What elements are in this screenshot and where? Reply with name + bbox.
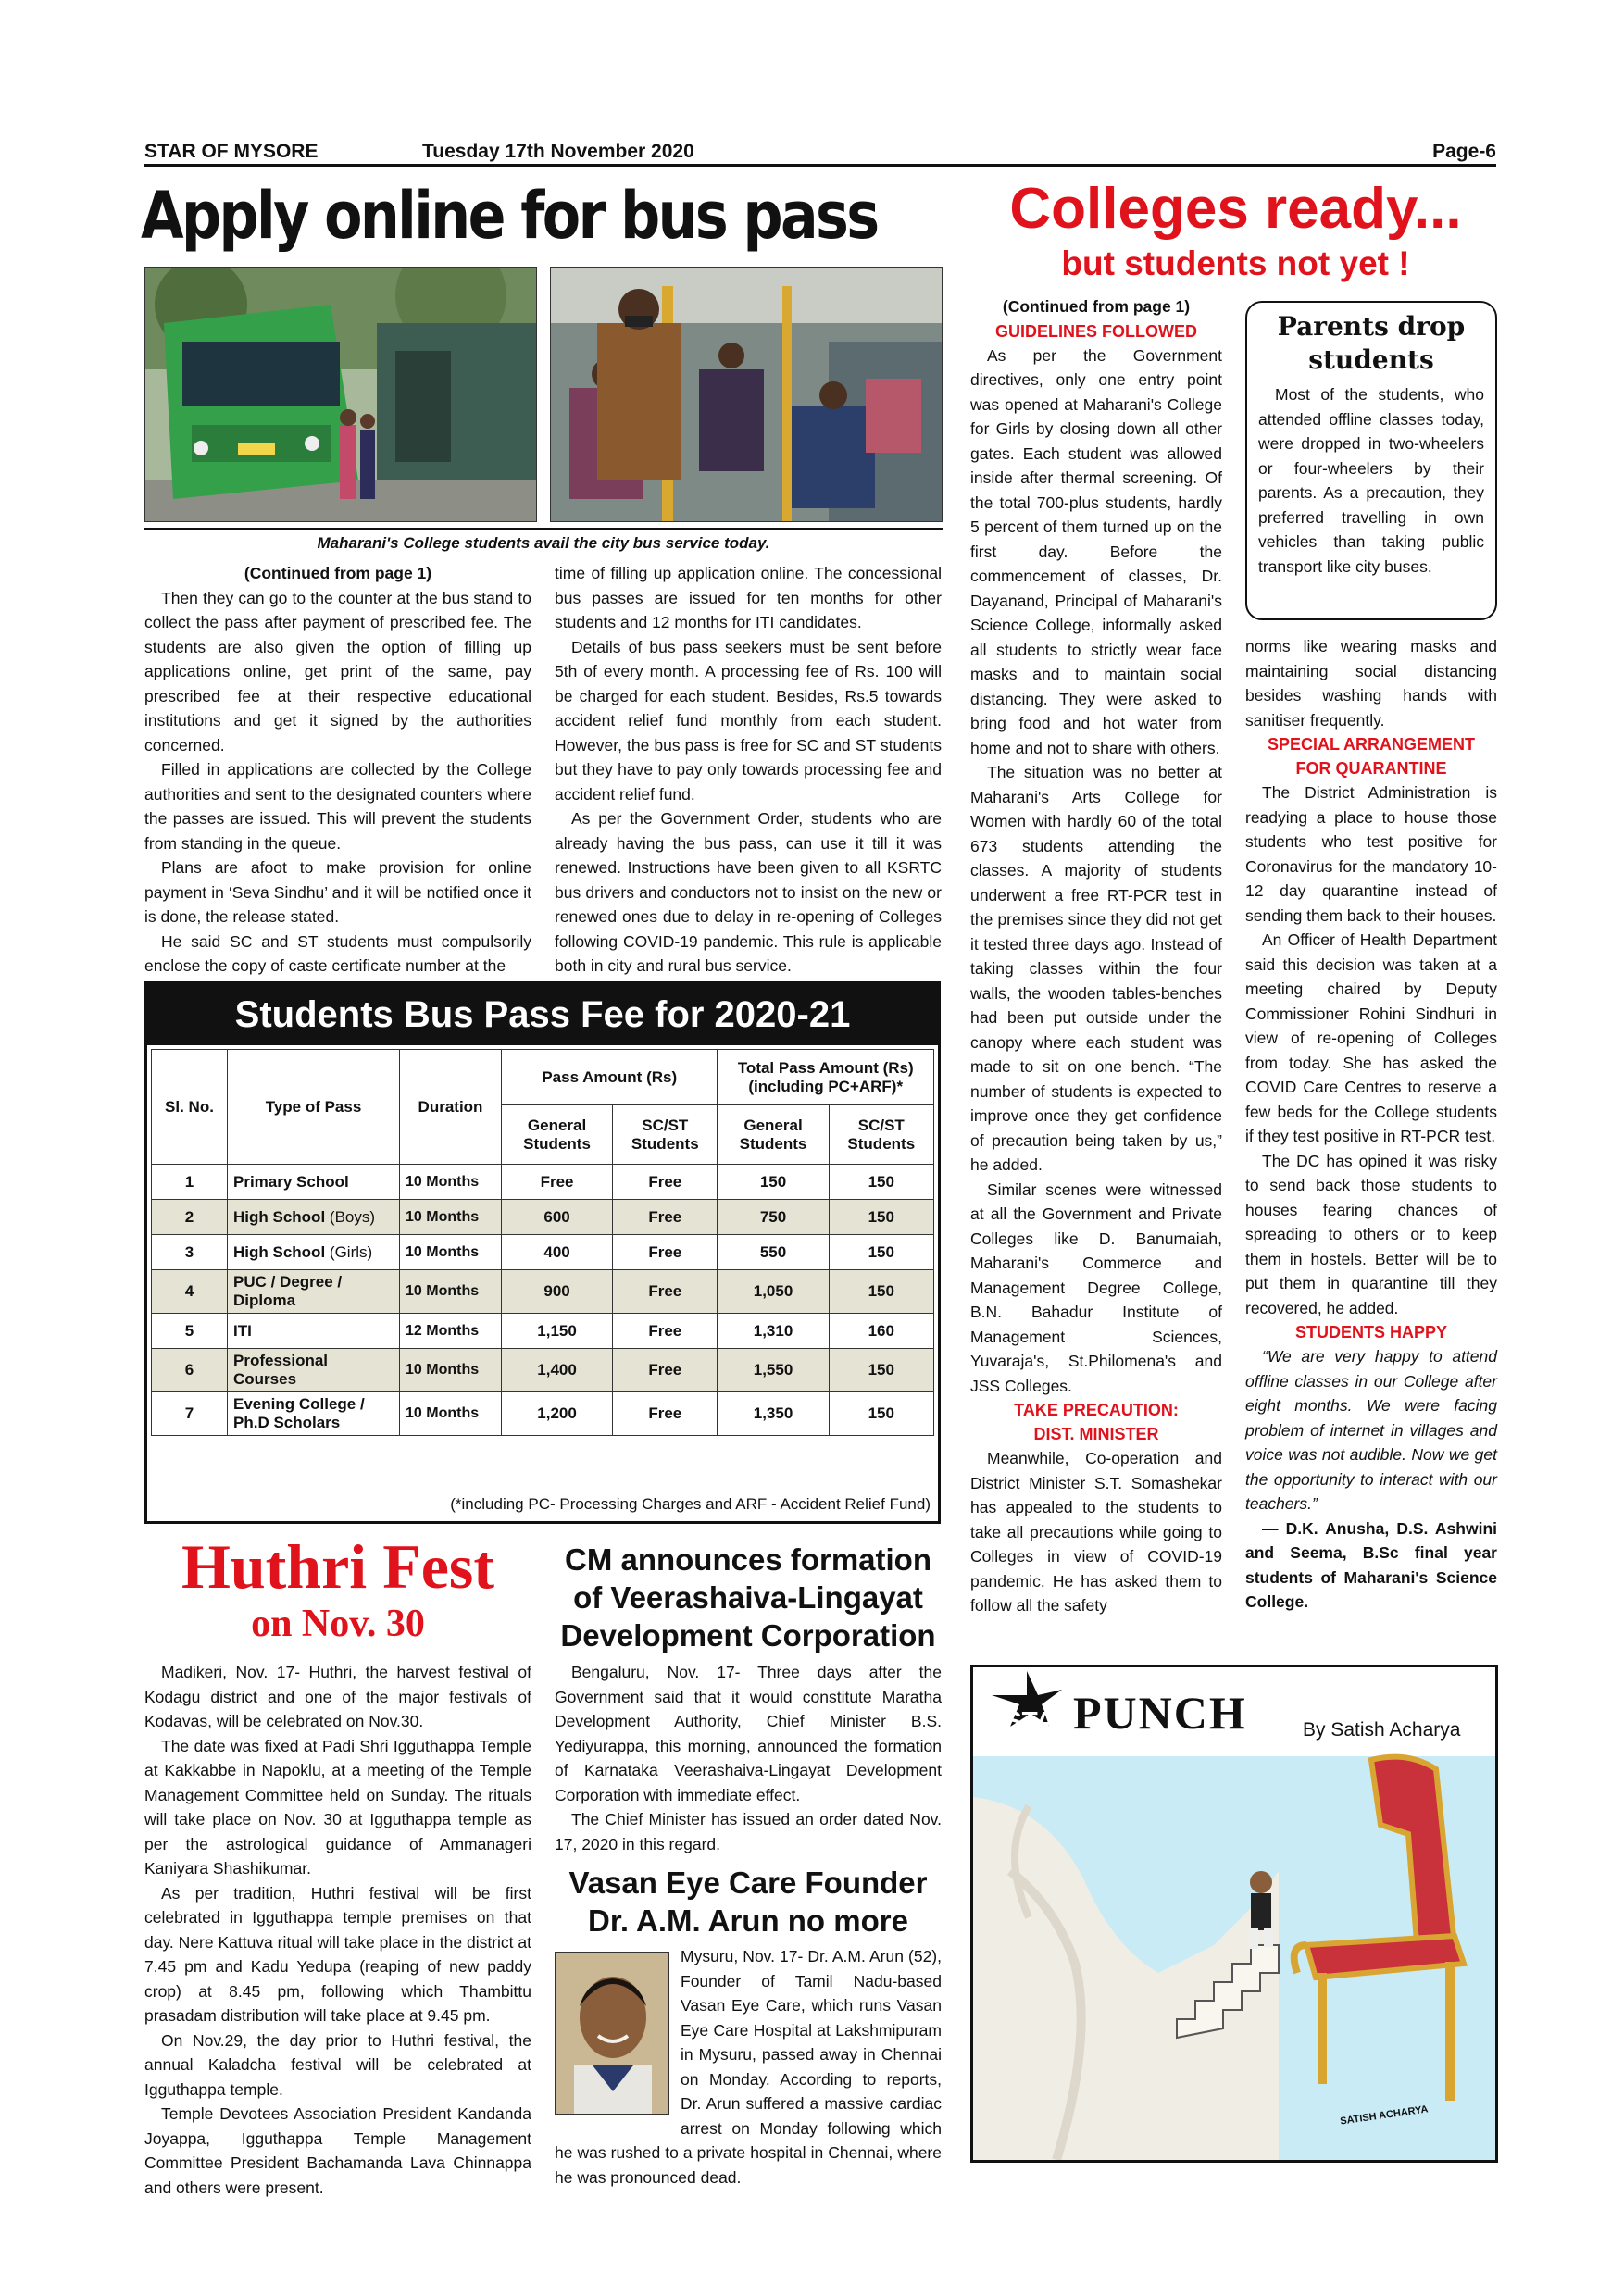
cell-type — [228, 1200, 400, 1235]
paragraph: Madikeri, Nov. 17- Huthri, the harvest festival of Kodagu district and one of the major festivals of Kodavas, will be celebrated on Nov.30. — [144, 1663, 531, 1730]
col-header-general: General Students — [502, 1105, 613, 1165]
table-row — [152, 1270, 934, 1314]
col-header-scst: SC/ST Students — [613, 1105, 718, 1165]
paragraph: He said SC and ST students must compulsorily enclose the copy of caste certificate number at the — [144, 931, 531, 975]
paragraph: On Nov.29, the day prior to Huthri festival, the annual Kaladcha festival will be celebrated at Igguthappa temple. — [144, 2030, 531, 2099]
paragraph: time of filling up application online. The concessional bus passes are issued for ten months for other students and 12 months for ITI candidates. — [555, 564, 942, 631]
cell-total-general: 150 — [718, 1165, 829, 1200]
cell-total-general: 550 — [718, 1235, 829, 1270]
col-header-sl: Sl. No. — [152, 1050, 228, 1165]
cm-headline: CM announces formation of Veerashaiva-Lingayat Development Corporation — [560, 1542, 936, 1653]
parents-box-text — [1258, 382, 1484, 579]
col-header-pass-amount: Pass Amount (Rs) — [502, 1050, 718, 1105]
paragraph: Meanwhile, Co-operation and District Minister S.T. Somashekar has appealed to the students to take all precautions while going to Colleges in view of COVID-19 pandemic. He has asked them to follow all the safety — [970, 1449, 1222, 1615]
paragraph: An Officer of Health Department said this decision was taken at a meeting chaired by Deputy Commissioner Rohini Sindhuri in view of re-opening of Colleges from today. She has asked the COVID Care Centres to reserve a few beds for the College students if they test positive in RT-PCR test. — [1245, 930, 1497, 1145]
cell-general: 600 — [502, 1200, 613, 1235]
paragraph: The situation was no better at Maharani's Arts College for Women with hardly 60 of the total 673 students attending the classes. A majority of students underwent a free RT-PCR test in the premises since they did not get it tested three days ago. Instead of taking classes within the four walls, the wooden tables-benches had been put outside under the canopy where each student was made to sit on one bench. “The number of students is expected to improve once they get confidence of precaution being taken by us,” he added. — [970, 763, 1222, 1174]
subhead-guidelines: GUIDELINES FOLLOWED — [995, 321, 1197, 341]
table-row — [152, 1392, 934, 1436]
cell-sl: 4 — [152, 1270, 228, 1314]
fee-table — [151, 1049, 934, 1436]
cell-sl: 5 — [152, 1314, 228, 1349]
cell-scst: Free — [613, 1270, 718, 1314]
cell-scst: Free — [613, 1235, 718, 1270]
bus-pass-column-1 — [144, 561, 531, 979]
cartoonist-signature: SATISH ACHARYA — [1339, 2103, 1430, 2128]
cell-total-scst: 150 — [829, 1349, 933, 1392]
quote-attribution: — D.K. Anusha, D.S. Ashwini and Seema, B.Sc final year students of Maharani's Science College. — [1245, 1518, 1497, 1611]
cell-general: 1,150 — [502, 1314, 613, 1349]
paragraph: The Chief Minister has issued an order dated Nov. 17, 2020 in this regard. — [555, 1810, 942, 1853]
col-header-type: Type of Pass — [228, 1050, 400, 1165]
cell-duration: 10 Months — [400, 1165, 502, 1200]
cell-type: Evening College / Ph.D Scholars — [228, 1392, 400, 1436]
huthri-headline: Huthri Fest — [181, 1531, 495, 1602]
table-row — [152, 1200, 934, 1235]
masthead — [144, 139, 1496, 167]
cell-type: ITI — [228, 1314, 400, 1349]
dr-arun-photo — [555, 1952, 669, 2115]
fee-table-note: (*including PC- Processing Charges and ARF - Accident Relief Fund) — [450, 1495, 931, 1513]
cell-total-scst: 150 — [829, 1165, 933, 1200]
paper-name: STAR OF MYSORE — [144, 141, 319, 162]
punch-byline: By Satish Acharya — [1303, 1719, 1461, 1741]
cell-duration: 10 Months — [400, 1200, 502, 1235]
cell-total-general: 1,310 — [718, 1314, 829, 1349]
subhead-dist-minister: DIST. MINISTER — [1033, 1425, 1159, 1443]
cell-total-scst: 150 — [829, 1392, 933, 1436]
cell-scst: Free — [613, 1200, 718, 1235]
subhead-for-quarantine: FOR QUARANTINE — [1295, 759, 1447, 778]
table-row — [152, 1165, 934, 1200]
cell-total-scst: 150 — [829, 1200, 933, 1235]
cell-general: 900 — [502, 1270, 613, 1314]
cell-total-general: 1,350 — [718, 1392, 829, 1436]
table-row — [152, 1235, 934, 1270]
fee-table-title: Students Bus Pass Fee for 2020-21 — [147, 984, 938, 1045]
vasan-article — [555, 1944, 942, 2190]
student-quote: “We are very happy to attend offline classes in our College after eight months. We were facing problem of internet in villages and voice was not audible. Now we get the opportunity to interact with our teachers.” — [1245, 1347, 1497, 1513]
cell-total-general: 1,550 — [718, 1349, 829, 1392]
vasan-headline: Vasan Eye Care Founder Dr. A.M. Arun no more — [568, 1866, 928, 1938]
col-header-total-amount — [718, 1050, 934, 1105]
col-header-duration: Duration — [400, 1050, 502, 1165]
paragraph: Most of the students, who attended offline classes today, were dropped in two-wheelers or four-wheelers by their parents. As a precaution, they preferred travelling in own vehicles than taking public transport like city buses. — [1258, 385, 1484, 576]
issue-date: Tuesday 17th November 2020 — [422, 141, 694, 162]
colleges-headline: Colleges ready... — [1009, 177, 1462, 241]
paragraph: Then they can go to the counter at the bus stand to collect the pass after payment of prescribed fee. The students are also given the option of filling up applications online, get print of the same, pay prescribed fee at their respective educational institutions and get it signed by the authorities concerned. — [144, 588, 531, 755]
colleges-subhead: but students not yet ! — [1061, 244, 1410, 282]
subhead-students-happy: STUDENTS HAPPY — [1294, 1323, 1448, 1341]
cell-sl: 6 — [152, 1349, 228, 1392]
paragraph: As per the Government Order, students who are already having the bus pass, can use it till it was renewed. Instructions have been given to all KSRTC bus drivers and conductors not to insist on the new or renewed ones due to delay in re-opening of Colleges following COVID-19 pandemic. This rule is applicable both in city and rural bus service. — [555, 809, 942, 975]
huthri-subhead: on Nov. 30 — [251, 1603, 425, 1645]
fee-table-box — [144, 981, 941, 1524]
col-header-total-general: General Students — [718, 1105, 829, 1165]
punch-star-label: STAR — [1005, 1706, 1074, 1735]
paragraph: norms like wearing masks and maintaining social distancing besides washing hands with sanitiser frequently. — [1245, 637, 1497, 730]
cell-duration: 10 Months — [400, 1392, 502, 1436]
paragraph: Mysuru, Nov. 17- Dr. A.M. Arun (52), Founder of Tamil Nadu-based Vasan Eye Care, which runs Vasan Eye Care Hospital at Lakshmipuram in Mysuru, passed away in Chennai on Monday. According to reports, Dr. Arun suffered a massive cardiac arrest on Monday following which he was rushed to a private hospital in Chennai, where he was pronounced dead. — [555, 1947, 942, 2187]
cell-sl: 7 — [152, 1392, 228, 1436]
subhead-take-precaution: TAKE PRECAUTION: — [1014, 1401, 1179, 1419]
total-amount-line-1: Total Pass Amount (Rs) — [737, 1058, 914, 1077]
paragraph: The date was fixed at Padi Shri Igguthappa Temple at Kakkabbe in Napoklu, at a meeting of the Temple Management Committee held on Sunday. The rituals will take place on Nov. 30 at Igguthappa temple as per the astrological guidance of Ammanageri Kaniyara Shashikumar. — [144, 1736, 531, 1878]
cell-duration: 10 Months — [400, 1270, 502, 1314]
parents-drop-box — [1245, 301, 1497, 620]
cell-scst: Free — [613, 1314, 718, 1349]
huthri-article — [144, 1660, 531, 2200]
paragraph: As per tradition, Huthri festival will be first celebrated in Igguthappa temple premises on that day. Nere Kattuva ritual will take place in the district at 7.45 pm and Kadu Yedupa (reaping of new paddy crop) at 8.45 pm, following which Thambittu prasadam distribution will take place at 9.45 pm. — [144, 1883, 531, 2025]
cell-total-general: 750 — [718, 1200, 829, 1235]
cell-total-scst: 150 — [829, 1235, 933, 1270]
cell-total-scst: 160 — [829, 1314, 933, 1349]
paragraph: Details of bus pass seekers must be sent before 5th of every month. A processing fee of Rs. 100 will be charged for each student. Besides, Rs.5 towards accident relief fund monthly from each student. However, the bus pass is free for SC and ST students but they have to pay only towards processing fee and accident relief fund. — [555, 637, 942, 804]
col-header-total-scst: SC/ST Students — [829, 1105, 933, 1165]
cell-scst: Free — [613, 1349, 718, 1392]
cell-sl: 1 — [152, 1165, 228, 1200]
parents-box-title: Parents drop students — [1277, 311, 1466, 375]
cell-general: Free — [502, 1165, 613, 1200]
cell-type-qualifier: (Boys) — [329, 1207, 376, 1226]
paragraph: Bengaluru, Nov. 17- Three days after the Government said that it would constitute Maratha Development Authority, Chief Minister B.S. Yediyurappa, this morning, announced the formation of Karnataka Veerashaiva-Lingayat Development Corporation with immediate effect. — [555, 1663, 942, 1804]
paragraph: The District Administration is readying a place to house those students who test positive for Coronavirus for the mandatory 10-12 day quarantine instead of sending them back to their houses. — [1245, 783, 1497, 925]
cell-sl: 3 — [152, 1235, 228, 1270]
table-row — [152, 1349, 934, 1392]
cell-type-qualifier: (Girls) — [329, 1242, 373, 1261]
cell-type — [228, 1235, 400, 1270]
cell-scst: Free — [613, 1165, 718, 1200]
paragraph: Plans are afoot to make provision for online payment in ‘Seva Sindhu’ and it will be notified once it is done, the release stated. — [144, 858, 531, 926]
continued-note: (Continued from page 1) — [244, 564, 432, 582]
colleges-column-2 — [1245, 634, 1497, 1615]
total-amount-line-2: (including PC+ARF)* — [748, 1077, 904, 1095]
paragraph: Temple Devotees Association President Kandanda Joyappa, Igguthappa Temple Management Committee President Bachamanda Lava Chinnappa and others were present. — [144, 2104, 531, 2197]
cell-type-text: High School — [233, 1242, 326, 1261]
bus-pass-column-2 — [555, 561, 942, 979]
conductor-photo — [550, 267, 943, 522]
paragraph: Filled in applications are collected by the College authorities and sent to the designated counters where the passes are issued. This will prevent the students from standing in the queue. — [144, 760, 531, 853]
page-number: Page-6 — [1432, 141, 1496, 162]
paragraph: Similar scenes were witnessed at all the Government and Private Colleges like D. Banumaiah, Maharani's Commerce and Management Degree College, B.N. Bahadur Institute of Management Sciences, Yuvaraja's, St.Philomena's and JSS Colleges. — [970, 1179, 1222, 1395]
cell-scst: Free — [613, 1392, 718, 1436]
cell-total-scst: 150 — [829, 1270, 933, 1314]
cell-total-general: 1,050 — [718, 1270, 829, 1314]
bus-photo — [144, 267, 537, 522]
continued-note: (Continued from page 1) — [1002, 297, 1191, 316]
cell-type: PUC / Degree / Diploma — [228, 1270, 400, 1314]
cell-general: 1,400 — [502, 1349, 613, 1392]
cell-duration: 12 Months — [400, 1314, 502, 1349]
cell-duration: 10 Months — [400, 1349, 502, 1392]
paragraph: As per the Government directives, only one entry point was opened at Maharani's College for Girls by closing down all other gates. Each student was allowed inside after thermal screening. Of the total 700-plus students, hardly 5 percent of them turned up on the first day. Before the commencement of classes, Dr. Dayanand, Principal of Maharani's Science College, informally asked all students to strictly wear face masks and to maintain social distancing. They were asked to bring food and hot water from home and not to share with others. — [970, 345, 1222, 757]
paragraph: The DC has opined it was risky to send back those students to houses fearing chances of spreading to others or to keep them in hostels. Better will be to put them in quarantine till they recovered, he added. — [1245, 1151, 1497, 1317]
subhead-special-arrangement: SPECIAL ARRANGEMENT — [1267, 735, 1475, 754]
cell-type-text: High School — [233, 1207, 326, 1226]
cell-sl: 2 — [152, 1200, 228, 1235]
star-punch-cartoon — [970, 1665, 1498, 2163]
cell-general: 400 — [502, 1235, 613, 1270]
bus-pass-headline: Apply online for bus pass — [141, 178, 878, 254]
table-row — [152, 1314, 934, 1349]
colleges-column-1 — [970, 294, 1222, 1618]
cm-article — [555, 1660, 942, 1856]
cell-general: 1,200 — [502, 1392, 613, 1436]
photo-caption: Maharani's College students avail the city bus service today. — [144, 528, 943, 553]
cell-duration: 10 Months — [400, 1235, 502, 1270]
punch-title: PUNCH — [1073, 1687, 1247, 1739]
cell-type: Primary School — [228, 1165, 400, 1200]
cell-type: Professional Courses — [228, 1349, 400, 1392]
